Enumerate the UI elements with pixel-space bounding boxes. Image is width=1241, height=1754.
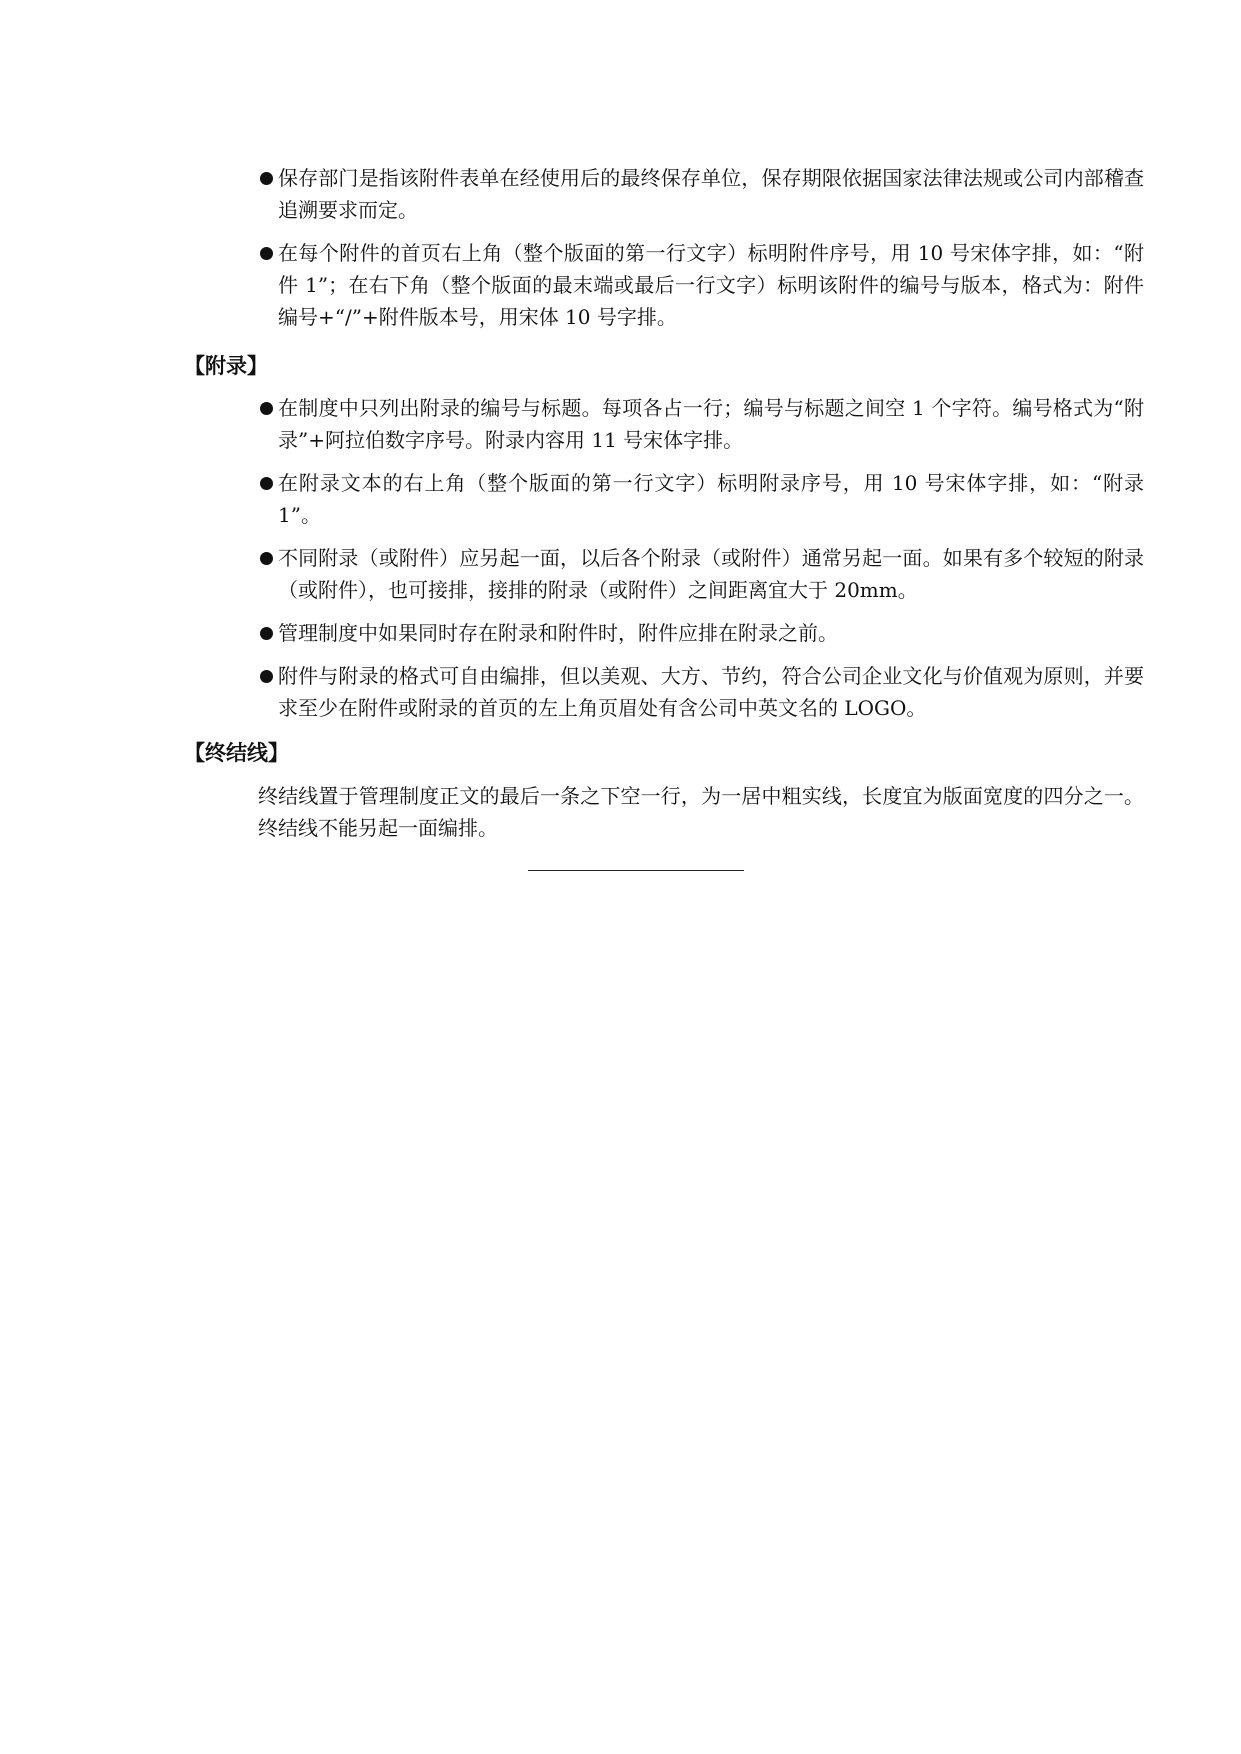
list-item (258, 392, 1144, 456)
end-line-paragraph: 终结线置于管理制度正文的最后一条之下空一行，为一居中粗实线，长度宜为版面宽度的四分之一。终结线不能另起一面编排。 (258, 784, 1144, 840)
bullet-text: 在每个附件的首页右上角（整个版面的第一行文字）标明附件序号，用 10 号宋体字排，如：“附件 1”；在右下角（整个版面的最末端或最后一行文字）标明该附件的编号与版本，格式为：附件编号+“/”+附件版本号，用宋体 10 号字排。 (278, 241, 1144, 329)
bullet-icon (260, 477, 273, 490)
bullet-text: 管理制度中如果同时存在附录和附件时，附件应排在附录之前。 (278, 621, 838, 645)
bullet-text: 保存部门是指该附件表单在经使用后的最终保存单位，保存期限依据国家法律法规或公司内部稽查追溯要求而定。 (278, 166, 1144, 222)
list-item (258, 660, 1144, 724)
bullet-icon (260, 670, 273, 683)
list-item (258, 237, 1144, 333)
list-item (258, 617, 1144, 649)
list-item (258, 542, 1144, 606)
bullet-icon (260, 402, 273, 415)
list-item (258, 467, 1144, 531)
bullet-icon (260, 247, 273, 260)
bullet-icon (260, 627, 273, 640)
bullet-text: 附件与附录的格式可自由编排，但以美观、大方、节约，符合公司企业文化与价值观为原则，并要求至少在附件或附录的首页的左上角页眉处有含公司中英文名的 LOGO。 (278, 664, 1144, 720)
end-line-rule (528, 870, 744, 871)
bullet-text: 不同附录（或附件）应另起一面，以后各个附录（或附件）通常另起一面。如果有多个较短的附录（或附件），也可接排，接排的附录（或附件）之间距离宜大于 20mm。 (278, 546, 1144, 602)
top-bullet-list (258, 162, 1144, 344)
bullet-icon (260, 552, 273, 565)
bullet-text: 在附录文本的右上角（整个版面的第一行文字）标明附录序号，用 10 号宋体字排，如：“附录 1”。 (278, 471, 1144, 527)
list-item (258, 162, 1144, 226)
bullet-text: 在制度中只列出附录的编号与标题。每项各占一行；编号与标题之间空 1 个字符。编号格式为“附录”+阿拉伯数字序号。附录内容用 11 号宋体字排。 (278, 396, 1144, 452)
end-line-heading: 【终结线】 (184, 741, 289, 765)
appendix-heading: 【附录】 (184, 354, 268, 378)
appendix-bullet-list (258, 392, 1144, 735)
bullet-icon (260, 172, 273, 185)
